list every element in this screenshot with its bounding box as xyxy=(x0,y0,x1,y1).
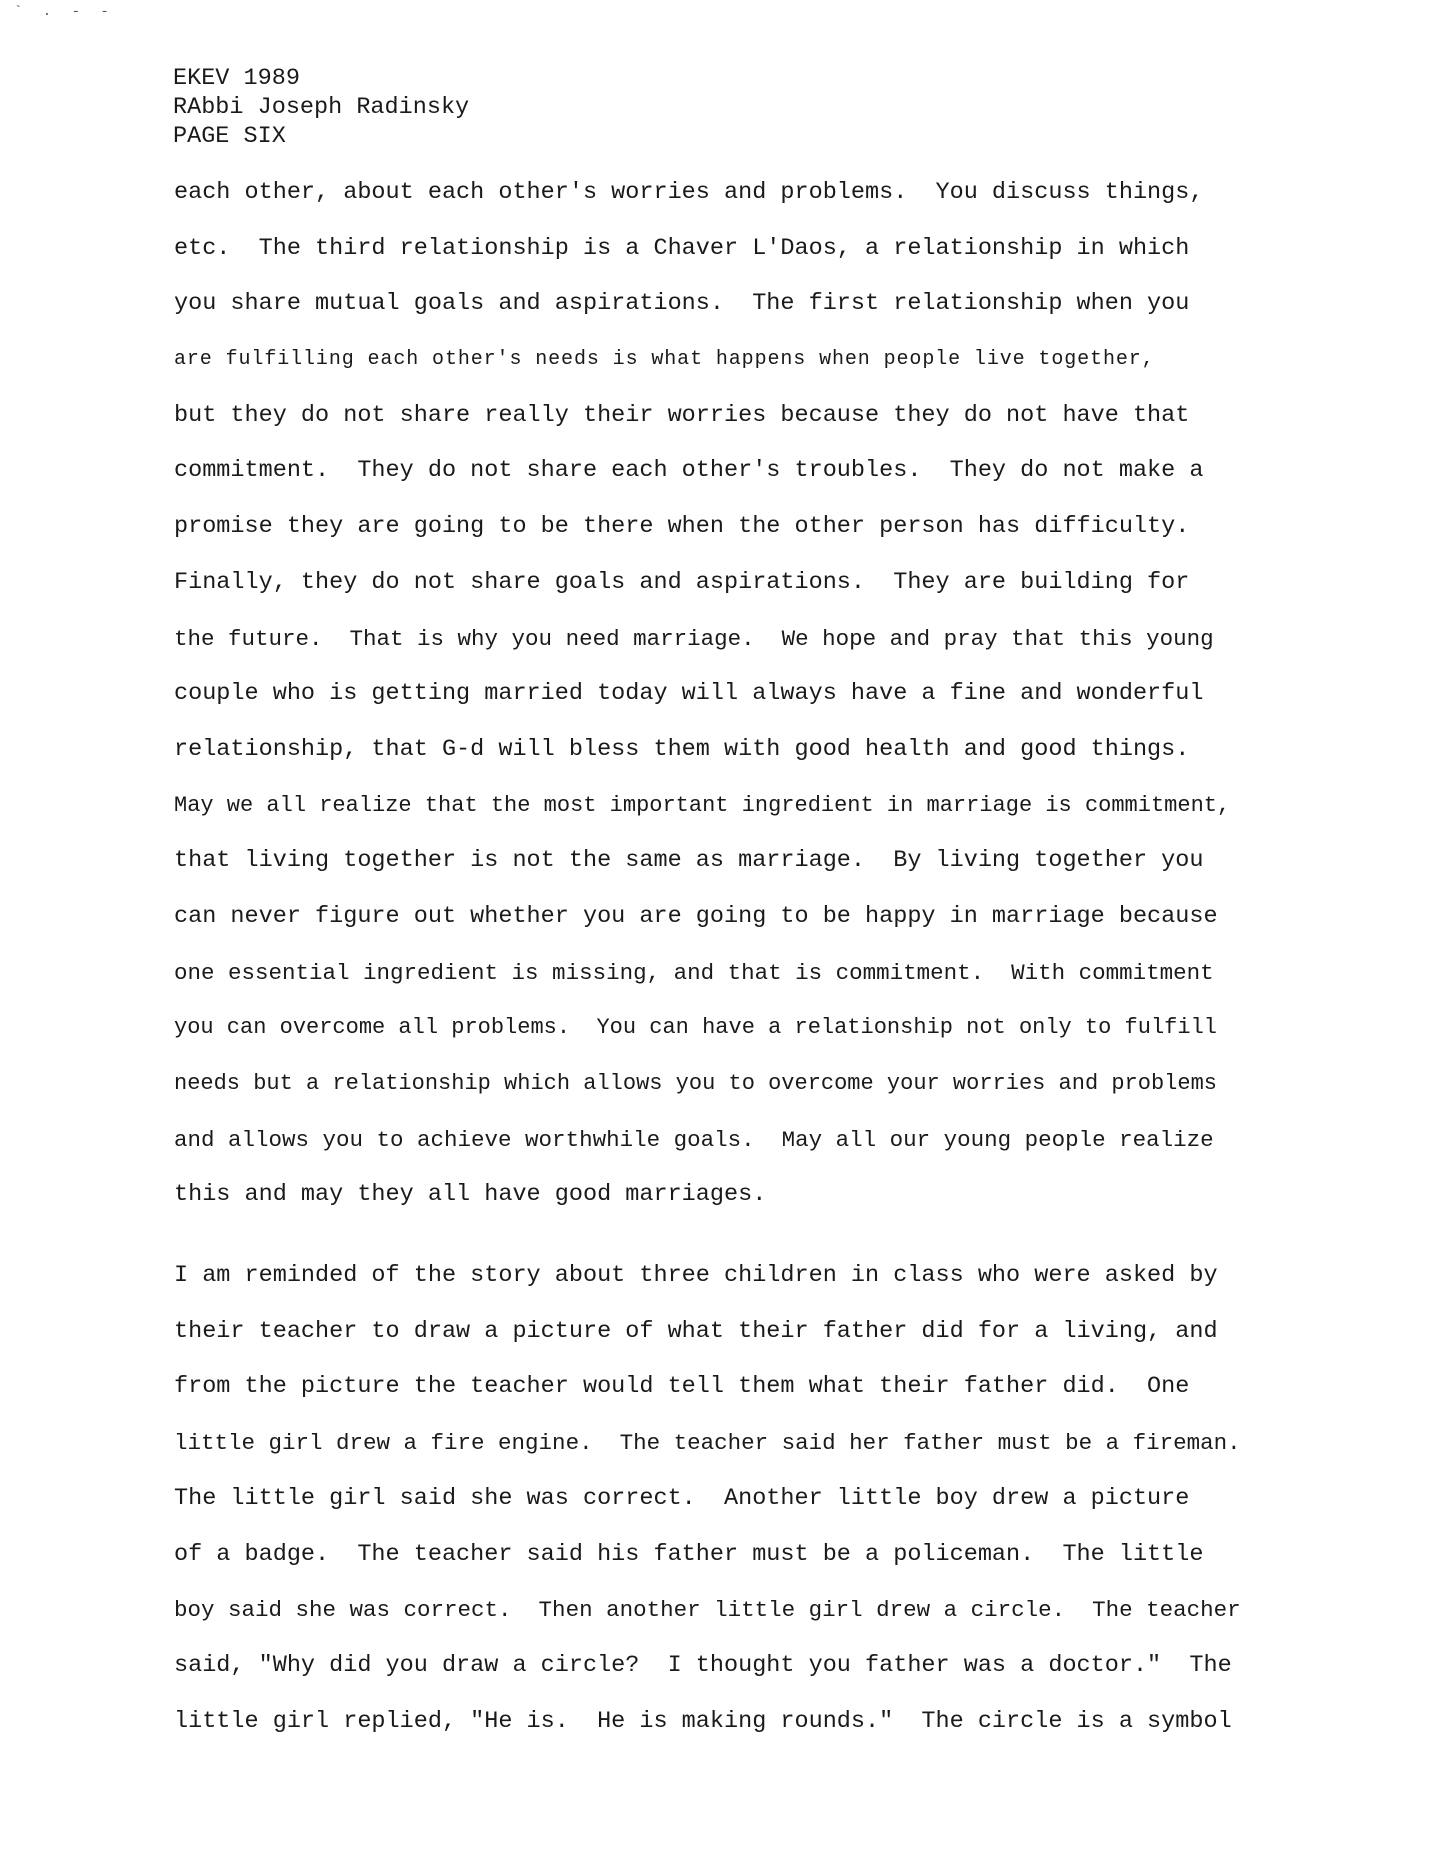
text-line: from the picture the teacher would tell them what their father did. One xyxy=(174,1373,1190,1401)
paragraph-2 xyxy=(174,1261,1354,1762)
text-line: are fulfilling each other's needs is what happens when people live together, xyxy=(174,348,1155,372)
header-page-number: PAGE SIX xyxy=(173,123,286,150)
text-line: The little girl said she was correct. Another little boy drew a picture xyxy=(174,1484,1190,1512)
text-line: little girl drew a fire engine. The teacher said her father must be a fireman. xyxy=(174,1430,1241,1457)
text-line: I am reminded of the story about three children in class who were asked by xyxy=(174,1262,1218,1290)
text-line: one essential ingredient is missing, and that is commitment. With commitment xyxy=(174,959,1214,986)
text-line: Finally, they do not share goals and aspirations. They are building for xyxy=(174,568,1190,596)
text-line: and allows you to achieve worthwhile goals. May all our young people realize xyxy=(174,1126,1214,1153)
text-line: said, "Why did you draw a circle? I thought you father was a doctor." The xyxy=(174,1651,1232,1679)
text-line: but they do not share really their worries because they do not have that xyxy=(174,401,1190,429)
header-author: RAbbi Joseph Radinsky xyxy=(173,94,470,121)
text-line: you can overcome all problems. You can have a relationship not only to fulfill xyxy=(174,1015,1217,1041)
text-line: etc. The third relationship is a Chaver L'Daos, a relationship in which xyxy=(174,234,1190,262)
text-line: relationship, that G-d will bless them with good health and good things. xyxy=(174,735,1190,763)
text-line: commitment. They do not share each other's troubles. They do not make a xyxy=(174,457,1204,485)
document-body xyxy=(174,178,1354,1762)
text-line: boy said she was correct. Then another little girl drew a circle. The teacher xyxy=(174,1597,1241,1624)
paragraph-gap xyxy=(174,1236,1354,1261)
text-line: May we all realize that the most important ingredient in marriage is commitment, xyxy=(174,792,1231,818)
document-header xyxy=(173,64,469,151)
scan-artifact-marks: ` . - - xyxy=(14,4,115,20)
paragraph-1 xyxy=(174,178,1354,1236)
text-line: of a badge. The teacher said his father must be a policeman. The little xyxy=(174,1540,1204,1568)
text-line: needs but a relationship which allows you to overcome your worries and problems xyxy=(174,1071,1217,1096)
text-line: promise they are going to be there when the other person has difficulty. xyxy=(174,513,1190,541)
text-line: can never figure out whether you are going to be happy in marriage because xyxy=(174,902,1218,930)
text-line: that living together is not the same as marriage. By living together you xyxy=(174,847,1204,875)
text-line: you share mutual goals and aspirations. The first relationship when you xyxy=(174,290,1190,318)
text-line: each other, about each other's worries and problems. You discuss things, xyxy=(174,179,1204,206)
text-line: this and may they all have good marriages. xyxy=(174,1181,767,1209)
text-line: the future. That is why you need marriage. We hope and pray that this young xyxy=(174,625,1214,652)
text-line: little girl replied, "He is. He is making rounds." The circle is a symbol xyxy=(174,1707,1232,1735)
text-line: their teacher to draw a picture of what their father did for a living, and xyxy=(174,1317,1218,1345)
text-line: couple who is getting married today will always have a fine and wonderful xyxy=(174,680,1204,708)
header-title: EKEV 1989 xyxy=(173,65,300,92)
